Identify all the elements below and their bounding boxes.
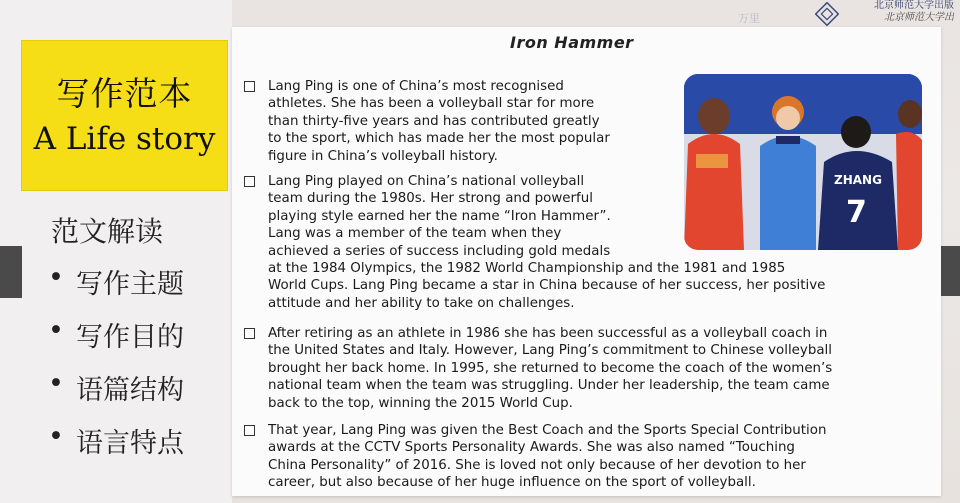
- line: figure in China’s volleyball history.: [268, 148, 498, 164]
- reading-document: [232, 27, 941, 496]
- slide-title-chinese: 写作范本: [56, 74, 193, 113]
- line: Lang was a member of the team when they: [268, 226, 562, 242]
- document-title: Iron Hammer: [510, 33, 634, 52]
- bullet-label: 写作主题: [76, 269, 184, 300]
- line: at the 1984 Olympics, the 1982 World Championship and the 1981 and 1985: [268, 261, 786, 277]
- line: awards at the CCTV Sports Personality Awards. She was also named “Touching: [268, 440, 795, 456]
- bullet-item: • 语篇结构: [48, 368, 184, 406]
- watermark-line-2: 北京师范大学出: [884, 12, 954, 23]
- bullet-item: • 写作目的: [48, 315, 184, 353]
- checkbox[interactable]: [244, 176, 255, 187]
- line: Lang Ping is one of China’s most recognised: [268, 79, 564, 94]
- line: achieved a series of success including gold medals: [268, 243, 611, 259]
- publisher-logo-icon: [815, 2, 839, 26]
- bullet-label: 语言特点: [76, 428, 184, 459]
- checkbox[interactable]: [244, 81, 255, 92]
- line: Lang Ping played on China’s national volleyball: [268, 174, 585, 189]
- slide-title-english: A Life story: [33, 121, 216, 157]
- paragraph-4: [268, 422, 826, 492]
- publisher-watermark: [874, 0, 954, 24]
- line: career, but also because of her huge influence on the sport of volleyball.: [268, 475, 756, 491]
- paragraph-1: [268, 78, 610, 165]
- next-slide-tab[interactable]: [938, 246, 960, 296]
- line: to the sport, which has made her the most popular: [268, 131, 610, 147]
- bullet-label: 语篇结构: [76, 375, 184, 406]
- line: After retiring as an athlete in 1986 she has been successful as a volleyball coach in: [268, 326, 828, 341]
- volleyball-photo: [684, 74, 922, 250]
- line: the United States and Italy. However, Lang Ping’s commitment to Chinese volleyball: [268, 343, 832, 359]
- bullet-list: [48, 262, 184, 474]
- line: than thirty-five years and has contributed greatly: [268, 113, 600, 129]
- previous-slide-tab[interactable]: [0, 246, 22, 298]
- paragraph-3: [268, 325, 832, 412]
- line: playing style earned her the name “Iron Hammer”.: [268, 208, 611, 224]
- line: athletes. She has been a volleyball star for more: [268, 96, 595, 112]
- slide-left-panel: [0, 0, 232, 503]
- line: back to the top, winning the 2015 World Cup.: [268, 395, 573, 411]
- checkbox[interactable]: [244, 425, 255, 436]
- volleyball-team-image: [684, 74, 922, 250]
- bullet-item: • 语言特点: [48, 421, 184, 459]
- line: That year, Lang Ping was given the Best Coach and the Sports Special Contribution: [268, 423, 827, 438]
- line: team during the 1980s. Her strong and powerful: [268, 191, 593, 207]
- jersey-number: 7: [846, 195, 867, 230]
- line: China Personality” of 2016. She is loved not only because of her devotion to her: [268, 457, 806, 473]
- line: World Cups. Lang Ping became a star in China because of her success, her positive: [268, 278, 826, 294]
- checkbox[interactable]: [244, 328, 255, 339]
- line: brought her back home. In 1995, she returned to become the coach of the women’s: [268, 360, 833, 376]
- bullet-item: • 写作主题: [48, 262, 184, 300]
- watermark-line-1: 北京师范大学出版: [874, 0, 954, 11]
- line: national team when the team was struggling. Under her leadership, the team came: [268, 378, 830, 394]
- faded-watermark-text: 万里: [738, 12, 760, 25]
- slide-title-box: [21, 40, 228, 191]
- bullet-label: 写作目的: [76, 322, 184, 353]
- jersey-name: ZHANG: [834, 173, 882, 187]
- section-heading: 范文解读: [51, 215, 164, 248]
- line: attitude and her ability to take on challenges.: [268, 295, 575, 311]
